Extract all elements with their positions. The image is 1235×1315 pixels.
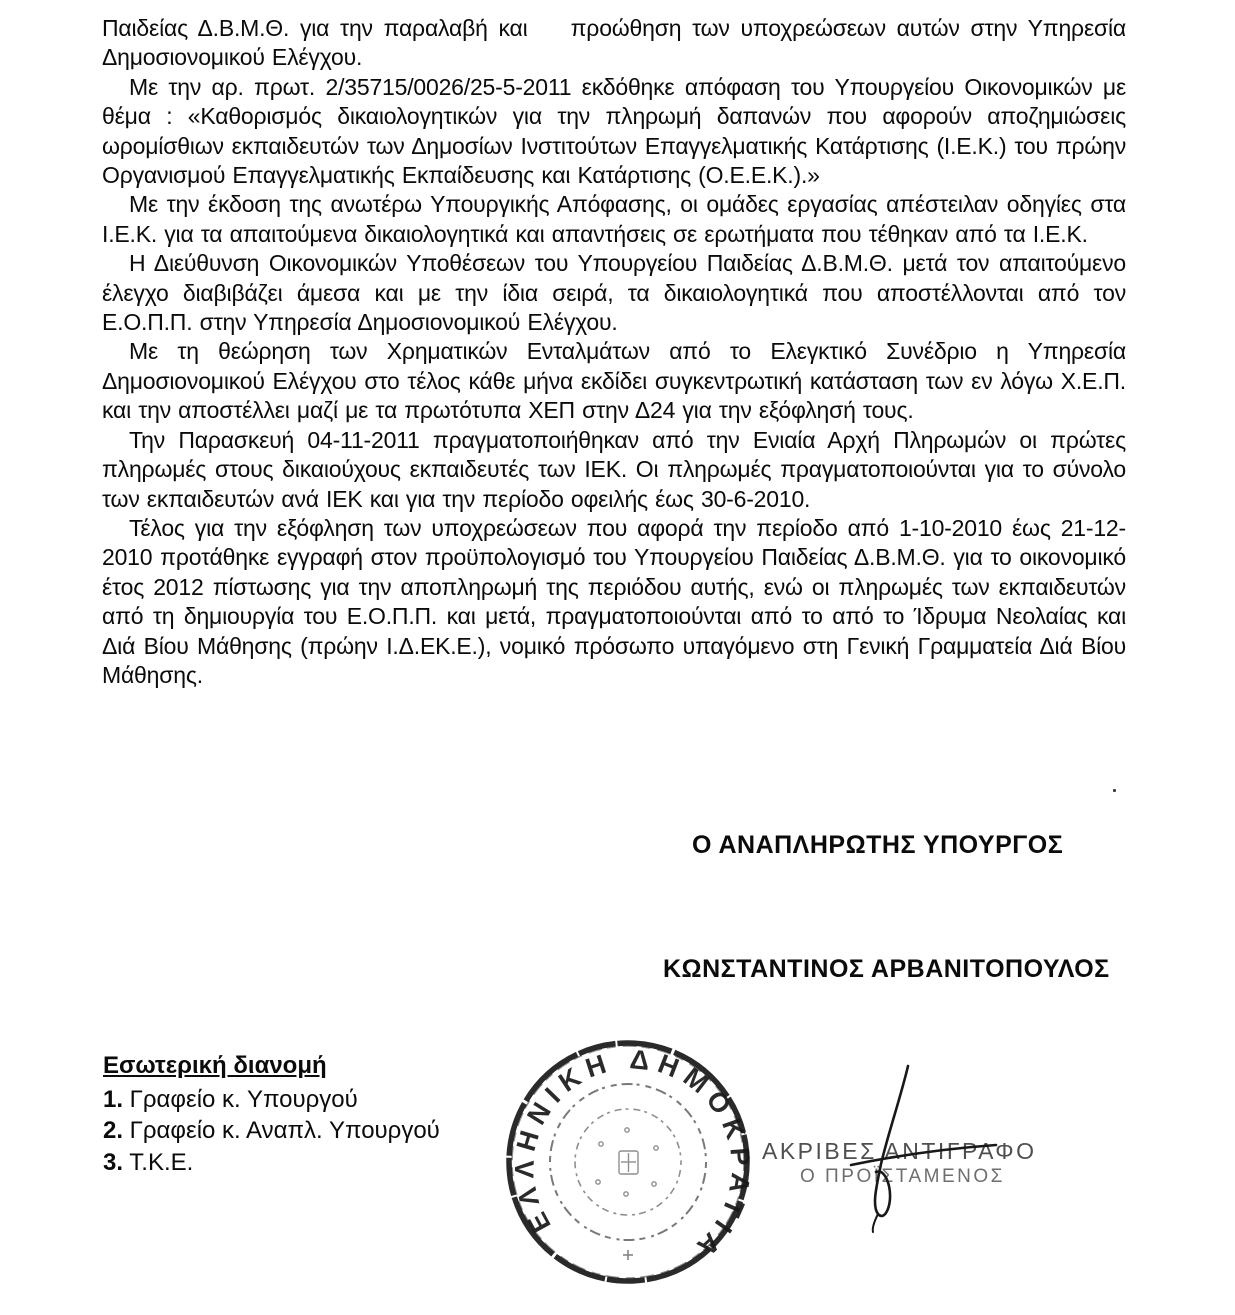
- official-round-seal: [498, 1032, 762, 1315]
- seal-emblem: [596, 1128, 658, 1196]
- distribution-item-text: Γραφείο κ. Υπουργού: [123, 1085, 358, 1113]
- signatory-name: ΚΩΝΣΤΑΝΤΙΝΟΣ ΑΡΒΑΝΙΤΟΠΟΥΛΟΣ: [663, 955, 1110, 983]
- distribution-item-number: 3.: [103, 1148, 124, 1176]
- distribution-item: [103, 1147, 440, 1179]
- seal-bottom-mark: [623, 1250, 633, 1260]
- distribution-item-text: Τ.Κ.Ε.: [123, 1148, 194, 1176]
- paragraph: Με την έκδοση της ανωτέρω Υπουργικής Απόφασης, οι ομάδες εργασίας απέστειλαν οδηγίες στα Ι.Ε.Κ. για τα απαιτούμενα δικαιολογητικά και απαντήσεις σε ερωτήματα που τέθηκαν από τα Ι.Ε.Κ.: [102, 191, 1126, 247]
- document-body: [102, 14, 1126, 690]
- distribution-item-text: Γραφείο κ. Αναπλ. Υπουργού: [123, 1117, 440, 1144]
- svg-text:ΕΛΛΗΝΙΚΗ ΔΗΜΟΚΡΑΤΙΑ: [509, 1044, 756, 1267]
- certification-supervisor-label: Ο ΠΡΟΪΣΤΑΜΕΝΟΣ: [800, 1166, 1005, 1187]
- paragraph: Τέλος για την εξόφληση των υποχρεώσεων που αφορά την περίοδο από 1-10-2010 έως 21-12-2010 προτάθηκε εγγραφή στον προϋπολογισμό του Υπουργείου Παιδείας Δ.Β.Μ.Θ. για το οικονομικό έτος 2012 πίστωσης για την αποπληρωμή της περιόδου αυτής, ενώ οι πληρωμές των εκπαιδευτών από τη δημιουργία του Ε.Ο.Π.Π. και μετά, πραγματοποιούνται από το από το Ίδρυμα Νεολαίας και Διά Βίου Μάθησης (πρώην Ι.Δ.ΕΚ.Ε.), νομικό πρόσωπο υπαγόμενο στη Γενική Γραμματεία Διά Βίου Μάθησης.: [102, 514, 1126, 688]
- paragraph: Την Παρασκευή 04-11-2011 πραγματοποιήθηκαν από την Ενιαία Αρχή Πληρωμών οι πρώτες πληρωμές στους δικαιούχους εκπαιδευτές των ΙΕΚ. Οι πληρωμές πραγματοποιούνται για το σύνολο των εκπαιδευτών ανά ΙΕΚ και για την περίοδο οφειλής έως 30-6-2010.: [102, 426, 1126, 512]
- scan-artifact-dot: [1113, 789, 1116, 792]
- distribution-item: [103, 1115, 440, 1147]
- distribution-item-number: 1.: [103, 1085, 124, 1113]
- distribution-item: [103, 1084, 440, 1116]
- seal-circular-text: ΕΛΛΗΝΙΚΗ ΔΗΜΟΚΡΑΤΙΑ: [509, 1044, 757, 1268]
- paragraph: Η Διεύθυνση Οικονομικών Υποθέσεων του Υπουργείου Παιδείας Δ.Β.Μ.Θ. μετά τον απαιτούμενο έλεγχο διαβιβάζει άμεσα και με την ίδια σειρά, τα δικαιολογητικά που αποστέλλονται από τον Ε.Ο.Π.Π. στην Υπηρεσία Δημοσιονομικού Ελέγχου.: [102, 250, 1126, 336]
- distribution-list: [103, 1084, 440, 1179]
- certification-exact-copy-label: ΑΚΡΙΒΕΣ ΑΝΤΙΓΡΑΦΟ: [762, 1138, 1037, 1164]
- distribution-heading: Εσωτερική διανομή: [103, 1052, 327, 1079]
- distribution-item-number: 2.: [103, 1117, 124, 1144]
- paragraph: Με τη θεώρηση των Χρηματικών Ενταλμάτων από το Ελεγκτικό Συνέδριο η Υπηρεσία Δημοσιονομικού Ελέγχου στο τέλος κάθε μήνα εκδίδει συγκεντρωτική κατάσταση των εν λόγω Χ.Ε.Π. και την αποστέλλει μαζί με τα πρωτότυπα ΧΕΠ στην Δ24 για την εξόφλησή τους.: [102, 338, 1126, 424]
- internal-distribution: [103, 1050, 440, 1178]
- signatory-title: Ο ΑΝΑΠΛΗΡΩΤΗΣ ΥΠΟΥΡΓΟΣ: [692, 831, 1064, 859]
- paragraph: Παιδείας Δ.Β.Μ.Θ. για την παραλαβή και προώθηση των υποχρεώσεων αυτών στην Υπηρεσία Δημοσιονομικού Ελέγχου.: [102, 15, 1126, 71]
- paragraph: Με την αρ. πρωτ. 2/35715/0026/25-5-2011 εκδόθηκε απόφαση του Υπουργείου Οικονομικών με θέμα : «Καθορισμός δικαιολογητικών για την πληρωμή δαπανών που αφορούν αποζημιώσεις ωρομίσθιων εκπαιδευτών των Δημοσίων Ινστιτούτων Επαγγελματικής Κατάρτισης (Ι.Ε.Κ.) του πρώην Οργανισμού Επαγγελματικής Εκπαίδευσης και Κατάρτισης (Ο.Ε.Ε.Κ.).»: [102, 73, 1126, 189]
